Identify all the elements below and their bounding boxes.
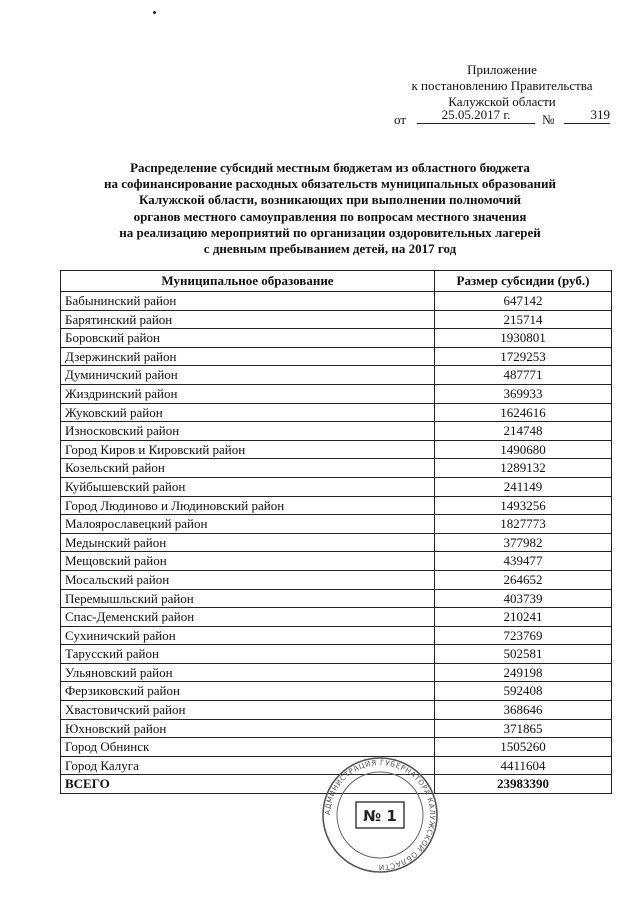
subsidy-amount: 241149 [435,477,612,496]
municipality-name: Город Обнинск [61,738,435,757]
header-municipality: Муниципальное образование [61,271,435,292]
municipality-name: Спас-Деменский район [61,608,435,627]
total-amount: 23983390 [435,775,612,794]
table-row [61,329,612,348]
document-title [90,160,570,257]
table-row [61,626,612,645]
table-row [61,663,612,682]
subsidy-amount: 371865 [435,719,612,738]
municipality-name: Жиздринский район [61,384,435,403]
municipality-name: Барятинский район [61,310,435,329]
scan-speck [153,11,156,14]
table-row [61,645,612,664]
subsidy-amount: 1490680 [435,440,612,459]
subsidy-amount: 487771 [435,366,612,385]
municipality-name: Износковский район [61,422,435,441]
subsidy-amount: 1289132 [435,459,612,478]
municipality-name: Юхновский район [61,719,435,738]
table-row [61,477,612,496]
subsidy-amount: 439477 [435,552,612,571]
title-line: органов местного самоуправления по вопросам местного значения [133,208,527,224]
table-row [61,682,612,701]
decree-reference [392,107,612,128]
municipality-name: Медынский район [61,533,435,552]
municipality-name: Малоярославецкий район [61,515,435,534]
subsidy-amount: 249198 [435,663,612,682]
subsidy-amount: 368646 [435,701,612,720]
municipality-name: Дзержинский район [61,347,435,366]
appendix-line-3: Калужской области [448,94,556,109]
subsidy-amount: 264652 [435,570,612,589]
municipality-name: Мосальский район [61,570,435,589]
subsidy-amount: 210241 [435,608,612,627]
subsidy-amount: 1505260 [435,738,612,757]
municipality-name: Перемышльский район [61,589,435,608]
seal-inscription: АДМИНИСТРАЦИЯ ГУБЕРНАТОРА КАЛУЖСКОЙ ОБЛАСТИ [322,757,438,873]
table-row [61,496,612,515]
subsidy-amount: 377982 [435,533,612,552]
municipality-name: Козельский район [61,459,435,478]
municipality-name: Город Киров и Кировский район [61,440,435,459]
official-seal [320,755,440,875]
appendix-line-2: к постановлению Правительства [411,78,593,93]
municipality-name: Бабынинский район [61,292,435,311]
table-row [61,310,612,329]
subsidy-amount: 1827773 [435,515,612,534]
subsidy-amount: 369933 [435,384,612,403]
table-row [61,552,612,571]
subsidy-amount: 592408 [435,682,612,701]
municipality-name: Город Людиново и Людиновский район [61,496,435,515]
municipality-name: Хвастовичский район [61,701,435,720]
municipality-name: Жуковский район [61,403,435,422]
subsidy-amount: 215714 [435,310,612,329]
title-line: Распределение субсидий местным бюджетам из областного бюджета [130,160,530,175]
decree-date: 25.05.2017 г. [417,107,535,124]
municipality-name: Ульяновский район [61,663,435,682]
title-line: с дневным пребыванием детей, на 2017 год [203,241,457,257]
subsidy-amount: 214748 [435,422,612,441]
subsidy-amount: 502581 [435,645,612,664]
table-row [61,292,612,311]
table-row [61,701,612,720]
municipality-name: Мещовский район [61,552,435,571]
appendix-header [392,62,612,128]
title-line: на софинансирование расходных обязательств муниципальных образований [104,176,556,192]
header-amount: Размер субсидии (руб.) [435,271,612,292]
title-line: на реализацию мероприятий по организации оздоровительных лагерей [119,224,541,240]
municipality-name: Куйбышевский район [61,477,435,496]
subsidy-amount: 1729253 [435,347,612,366]
municipality-name: Ферзиковский район [61,682,435,701]
decree-number: 319 [564,107,610,124]
seal-number: № 1 [363,807,397,825]
appendix-line-1: Приложение [467,62,537,77]
subsidy-amount: 4411604 [435,756,612,775]
subsidy-table [60,270,612,794]
municipality-name: Город Калуга [61,756,435,775]
table-row [61,589,612,608]
table-row [61,422,612,441]
subsidy-amount: 647142 [435,292,612,311]
table-row [61,384,612,403]
title-line: Калужской области, возникающих при выполнении полномочий [139,192,521,208]
from-label: от [394,112,407,127]
table-row [61,570,612,589]
municipality-name: Тарусский район [61,645,435,664]
subsidy-amount: 1624616 [435,403,612,422]
table-row [61,459,612,478]
table-row [61,738,612,757]
subsidy-amount: 403739 [435,589,612,608]
municipality-name: Боровский район [61,329,435,348]
subsidy-amount: 1493256 [435,496,612,515]
municipality-name: Думиничский район [61,366,435,385]
total-label: ВСЕГО [61,775,435,794]
municipality-name: Сухиничский район [61,626,435,645]
table-header-row [61,271,612,292]
table-row [61,347,612,366]
table-row [61,366,612,385]
subsidy-amount: 723769 [435,626,612,645]
table-row [61,608,612,627]
subsidy-amount: 1930801 [435,329,612,348]
table-row [61,403,612,422]
table-row [61,719,612,738]
table-row [61,440,612,459]
table-row [61,533,612,552]
number-label: № [542,112,555,127]
table-row [61,515,612,534]
